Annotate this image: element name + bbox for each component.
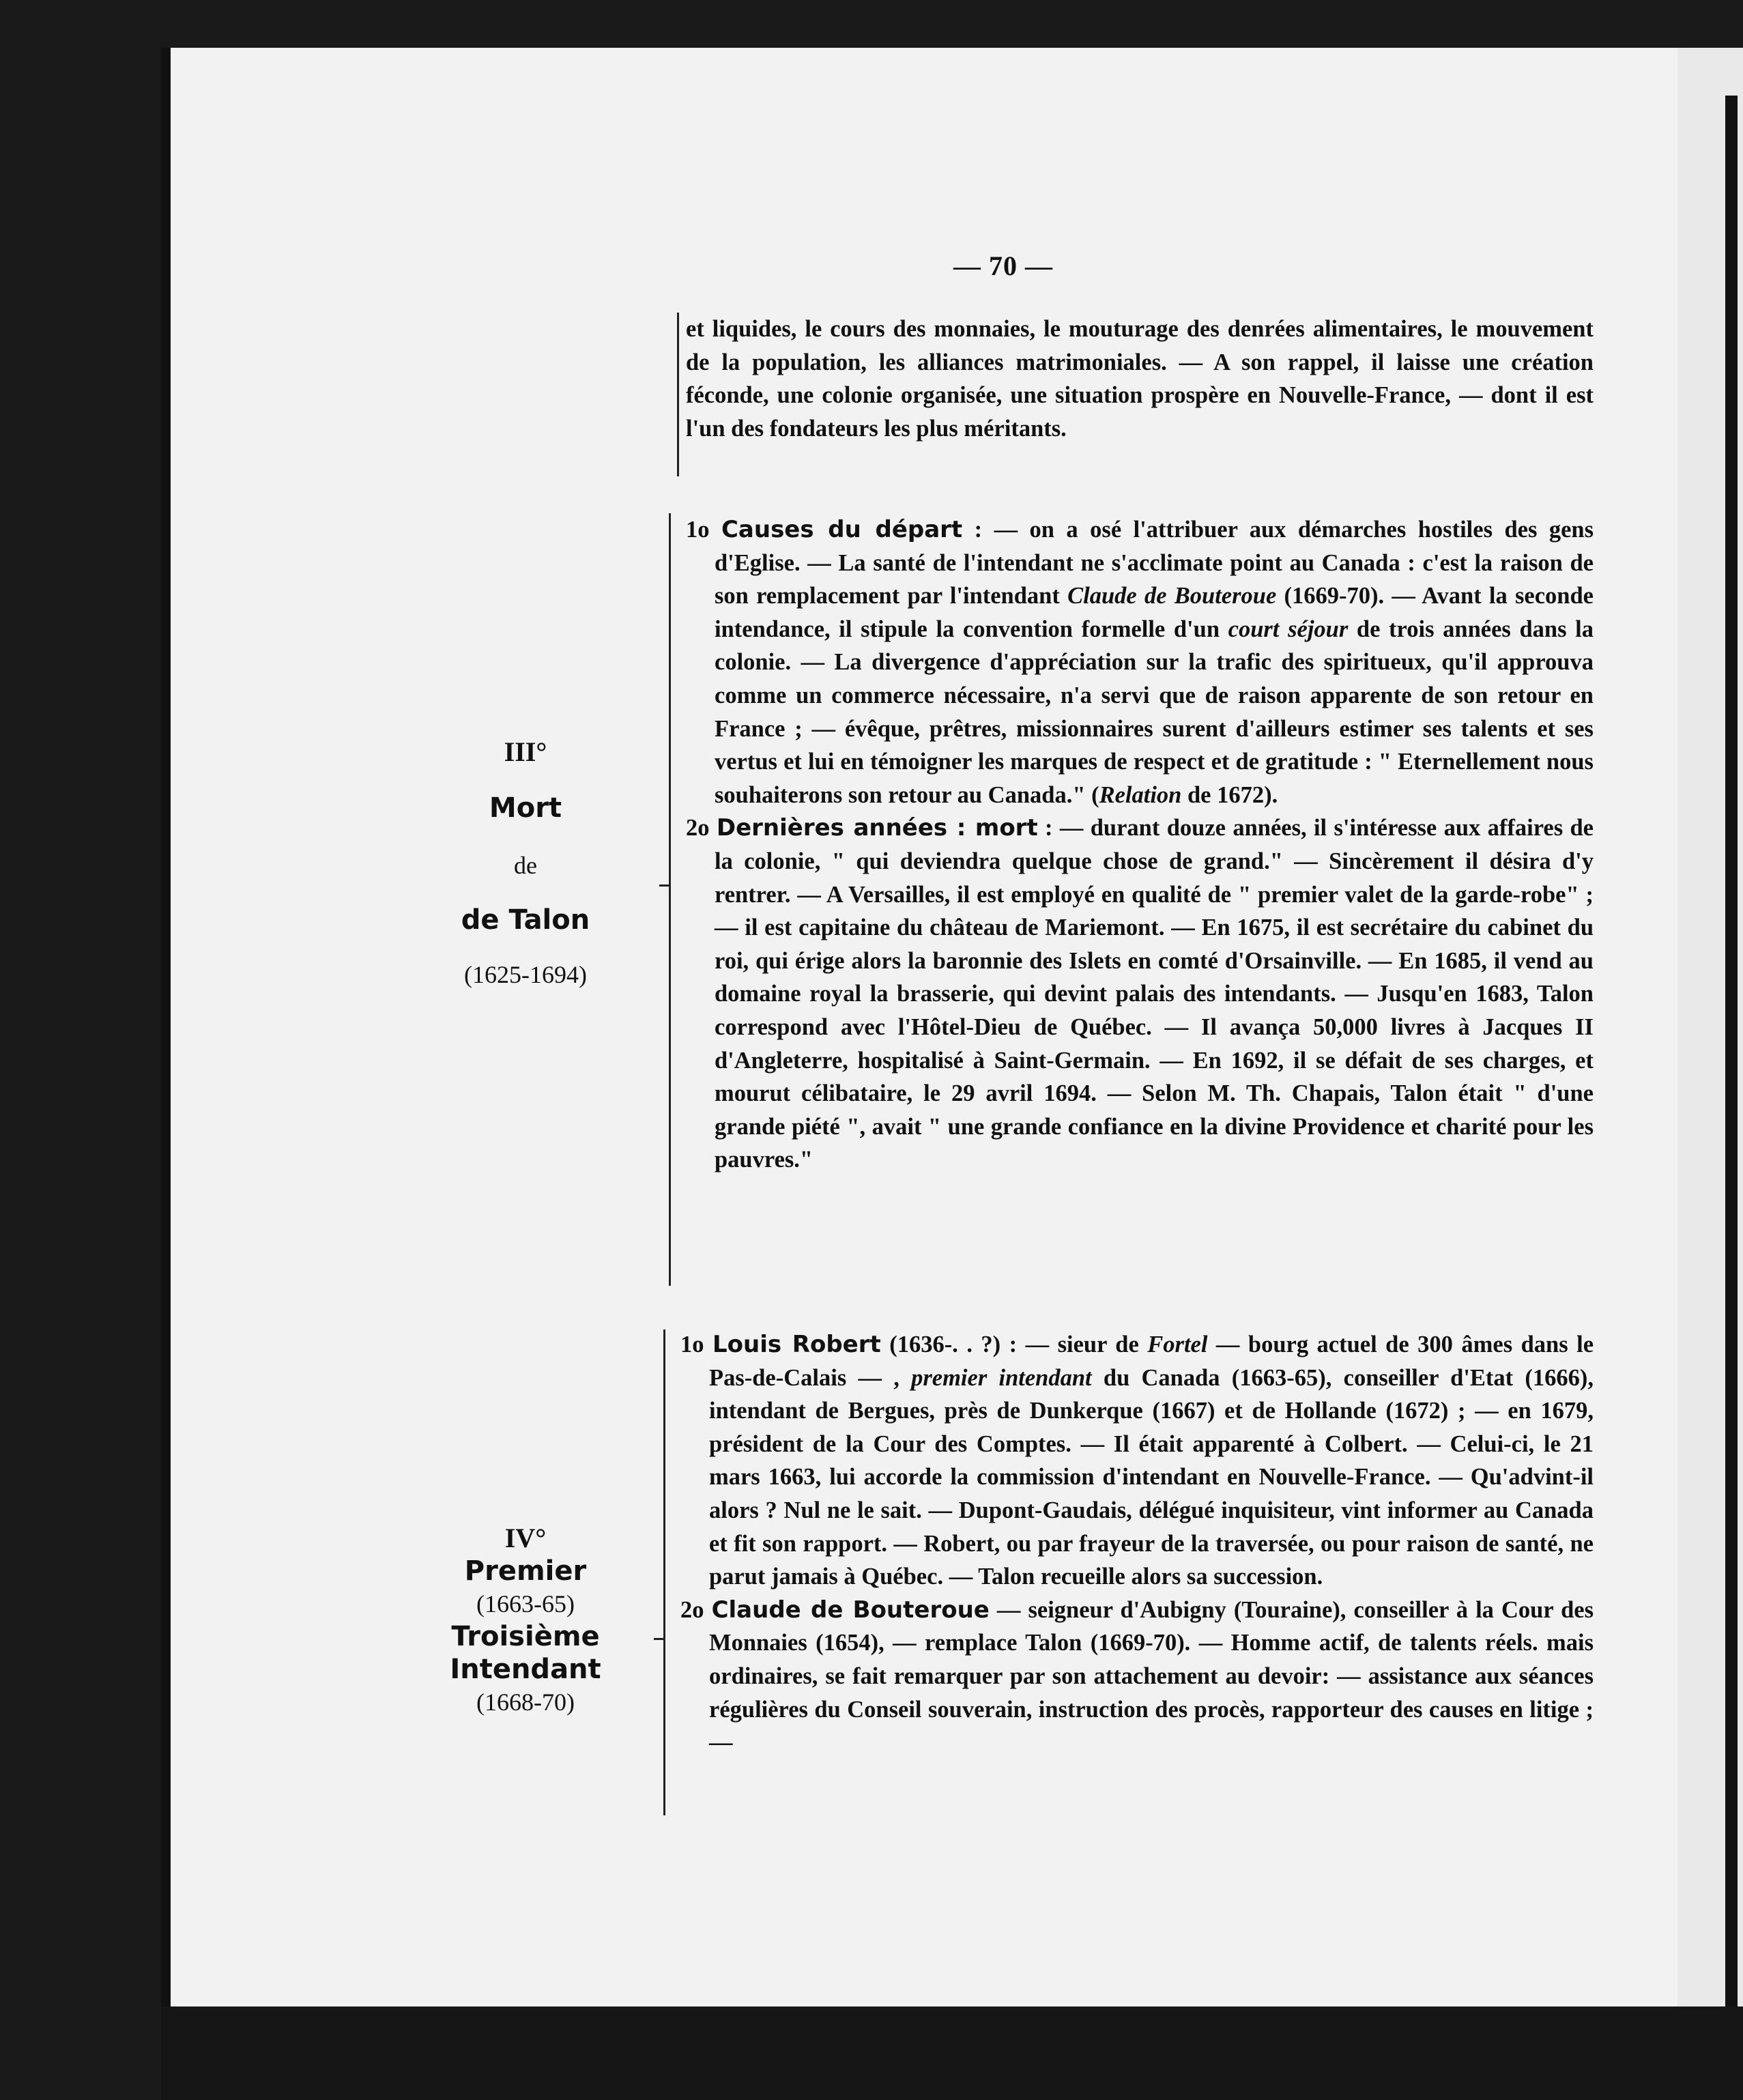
section-iii-item-2 — [686, 811, 1594, 1177]
item-italic-phrase: court séjour — [1228, 616, 1349, 642]
item-text: : — durant douze années, il s'intéresse aux affaires de la colonie, " qui deviendra quelque chose de grand." — Sincèrement il désira d'y rentrer. — A Versailles, il est employé en qualité de " premier valet de la garde-robe" ; — il est capitaine du château de Mariemont. — En 1675, il est secrétaire du cabinet du roi, qui érige alors la baronnie des Islets en comté d'Orsainville. — En 1685, il vend au domaine royal la brasserie, qui devint palais des intendants. — Jusqu'en 1683, Talon correspond avec l'Hôtel-Dieu de Québec. — Il avança 50,000 livres à Jacques II d'Angleterre, hospitalisé à Saint-Germain. — En 1692, il se défait de ses charges, et mourut célibataire, le 29 avril 1694. — Selon M. Th. Chapais, Talon était " d'une grande piété ", avait " une grande confiance en la divine Providence et charité pour les pauvres." — [715, 815, 1594, 1173]
section-iii-title-line2: de — [514, 852, 537, 879]
section-iii-item-1 — [686, 513, 1594, 811]
intro-paragraph: et liquides, le cours des monnaies, le mouturage des denrées alimentaires, le mouvement de la population, les alliances matrimoniales. — A son rappel, il laisse une création féconde, une colonie organisée, une situation prospère en Nouvelle-France, — dont il est l'un des fondateurs les plus méritants. — [686, 316, 1594, 442]
item-italic-place: Fortel — [1147, 1332, 1208, 1357]
item-text: : — on a osé l'attribuer aux démarches hostiles des gens d'Eglise. — La santé de l'intendant ne s'acclimate point au Canada : c'est la raison de son remplacement par l'intendant — [715, 517, 1594, 609]
section-iv-body — [680, 1328, 1594, 1759]
section-iv-title-line1: Premier — [464, 1555, 587, 1587]
section-iv-roman: IV° — [504, 1523, 547, 1553]
binding-edge — [161, 48, 171, 2047]
scan-bottom-shadow — [161, 2006, 1743, 2100]
brace-section-iii — [669, 513, 671, 1286]
item-text: — seigneur d'Aubigny (Touraine), conseiller à la Cour des Monnaies (1654), — remplace Talon (1669-70). — Homme actif, de talents réels. mais ordinaires, se fait remarquer par son attachement au devoir: — assistance aux séances régulières du Conseil souverain, instruction des procès, rapporteur des causes en litige ; — — [709, 1596, 1594, 1756]
brace-section-iii-tip — [659, 884, 670, 887]
item-number: 1o — [686, 517, 710, 543]
item-italic-title: premier intendant — [911, 1364, 1092, 1391]
item-text: de trois années dans la colonie. — La divergence d'appréciation sur la trafic des spiritueux, qu'il approuva comme un commerce nécessaire, n'a servi que de raison apparente de son retour en France ; — évêque, prêtres, missionnaires surent d'ailleurs estimer ses talents et ses vertus et lui en témoigner les marques de respect et de gratitude : " Eternellement nous souhaiterons son retour au Canada." ( — [715, 616, 1594, 808]
page-right-edge — [1677, 48, 1743, 2047]
section-iii-dates: (1625-1694) — [464, 961, 587, 988]
section-iv-dates-1: (1663-65) — [476, 1590, 575, 1617]
item-number: 1o — [680, 1332, 704, 1357]
item-number: 2o — [686, 815, 710, 842]
item-text: (1636-. . ?) : — sieur de — [880, 1332, 1148, 1357]
item-text: — bourg actuel de 300 âmes dans le Pas-de-Calais — , — [709, 1332, 1594, 1391]
item-label: Causes du départ — [721, 516, 963, 543]
section-iv-item-2 — [680, 1594, 1594, 1759]
item-italic-name: Claude de Bouteroue — [1067, 583, 1277, 609]
sidebar-section-iv — [409, 1522, 642, 1718]
item-text: (1669-70). — Avant la seconde intendance, il stipule la convention formelle d'un — [715, 583, 1594, 642]
brace-section-iv — [663, 1329, 665, 1815]
section-iv-title-line2: Troisième — [451, 1621, 600, 1652]
item-label: Dernières années : mort — [716, 814, 1038, 842]
section-iii-body — [686, 513, 1594, 1177]
item-number: 2o — [680, 1596, 704, 1623]
item-label: Louis Robert — [712, 1331, 881, 1358]
section-iv-item-1 — [680, 1328, 1594, 1594]
item-label: Claude de Bouteroue — [711, 1596, 990, 1624]
brace-intro — [677, 313, 679, 476]
section-iii-title-line3: de Talon — [461, 904, 590, 936]
section-iii-roman: III° — [504, 736, 547, 767]
section-iv-title-line3: Intendant — [450, 1654, 601, 1685]
brace-section-iv-tip — [654, 1638, 665, 1640]
item-text: de 1672). — [1181, 781, 1278, 808]
section-iv-dates-2: (1668-70) — [476, 1688, 575, 1716]
page-number: — 70 — — [953, 250, 1053, 281]
item-text: du Canada (1663-65), conseiller d'Etat (1666), intendant de Bergues, près de Dunkerque (1667) et de Hollande (1672) ; — en 1679, président de la Cour des Comptes. — Il était apparenté à Colbert. — Celui-ci, le 21 mars 1663, lui accorde la commission d'intendant en Nouvelle-France. — Qu'advint-il alors ? Nul ne le sait. — Dupont-Gaudais, délégué inquisiteur, vint informer au Canada et fit son rapport. — Robert, ou par frayeur de la traversée, ou pour raison de santé, ne parut jamais à Québec. — Talon recueille alors sa succession. — [709, 1364, 1594, 1590]
item-italic-title: Relation — [1099, 781, 1182, 808]
section-iii-title-line1: Mort — [489, 792, 562, 824]
sidebar-section-iii — [409, 736, 642, 989]
section-intro — [686, 313, 1594, 445]
